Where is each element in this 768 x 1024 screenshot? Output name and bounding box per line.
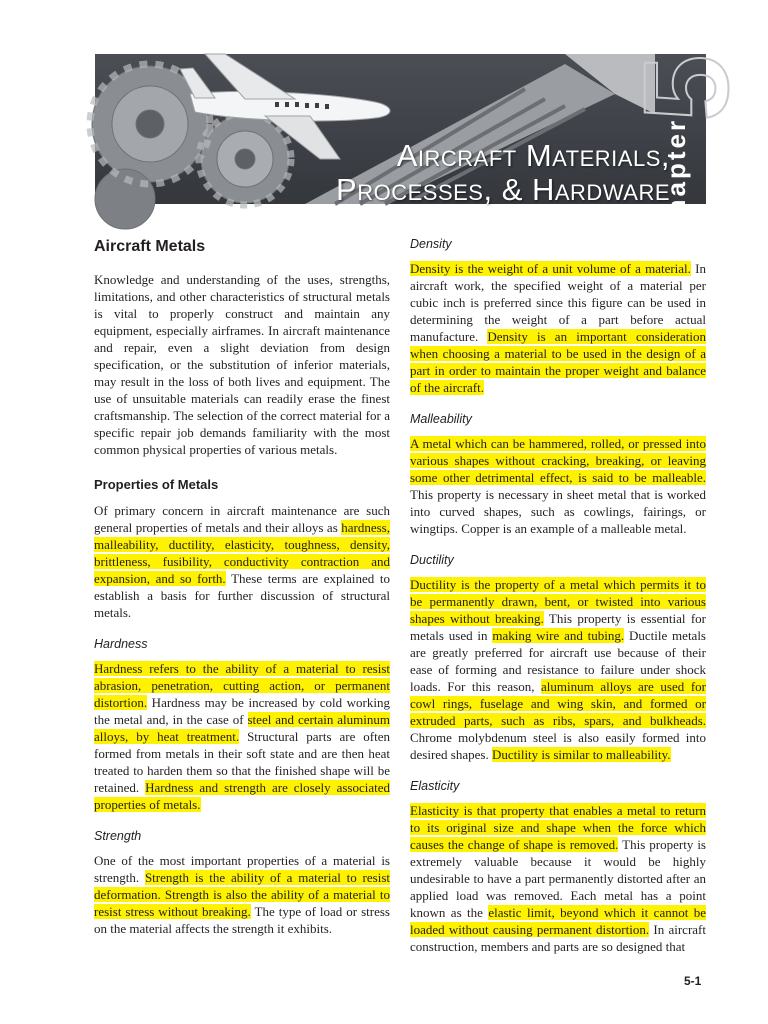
- text-run: This property is extremely valuable because it would be highly undesirable to have a part permanently distorted after an applied load was removed. Each metal has a point known as the: [410, 837, 706, 920]
- strength-heading: Strength: [94, 829, 142, 843]
- text-run: These terms are explained to establish a basis for further discussion of structural metals.: [94, 571, 391, 620]
- density-paragraph: [410, 260, 706, 396]
- text-run: Of primary concern in aircraft maintenance are such general properties of metals and their alloys as: [94, 503, 390, 535]
- highlight: aluminum alloys are used for cowl rings, fuselage and wing skin, and formed or extruded parts, such as ribs, spars, and bulkheads.: [410, 679, 706, 728]
- highlight: Ductility is similar to malleability.: [491, 747, 671, 762]
- highlight: A metal which can be hammered, rolled, or pressed into various shapes without cracking, breaking, or leaving some other detrimental effect, is said to be malleable.: [410, 436, 706, 485]
- properties-heading: Properties of Metals: [94, 477, 219, 492]
- highlight: steel and certain aluminum alloys, by heat treatment.: [94, 712, 390, 744]
- density-heading: Density: [410, 237, 452, 251]
- highlight: Density is an important consideration when choosing a material to be used in the design of a part in order to maintain the proper weight and balance of the aircraft.: [410, 329, 706, 395]
- highlight: Strength is the ability of a material to resist deformation. Strength is also the ability of a material to resist stress without breaking.: [94, 870, 391, 919]
- properties-paragraph: [94, 502, 390, 621]
- chapter-title-line1: Aircraft Materials,: [396, 138, 670, 173]
- highlight: elastic limit, beyond which it cannot be loaded without causing permanent distortion.: [410, 905, 707, 937]
- highlight: Elasticity is that property that enables a metal to return to its original size and shape when the force which causes the change of shape is removed.: [410, 803, 706, 852]
- chapter-banner: [95, 54, 754, 238]
- hardness-paragraph: [94, 660, 390, 813]
- text-run: Chrome molybdenum steel is also easily formed into desired shapes.: [410, 730, 706, 762]
- malleability-paragraph: [410, 435, 706, 537]
- ductility-paragraph: [410, 576, 706, 763]
- text-run: This property is necessary in sheet metal that is worked into curved shapes, such as cowlings, fairings, or wingtips. Copper is an example of a malleable metal.: [410, 487, 706, 536]
- highlight: making wire and tubing.: [492, 628, 625, 643]
- right-column: [410, 236, 706, 955]
- highlight: Ductility is the property of a metal which permits it to be permanently drawn, bent, or twisted into various shapes without breaking.: [410, 577, 706, 626]
- text-run: Ductile metals are greatly preferred for aircraft use because of their ease of forming and resistance to failure under shock loads. For this reason,: [410, 628, 706, 694]
- intro-paragraph: Knowledge and understanding of the uses, strengths, limitations, and other characteristics of structural metals is vital to properly construct and maintain any equipment, especially airframes. In aircraft maintenance and repair, even a slight deviation from design specification, or the substitution of inferior materials, may result in the loss of both lives and equipment. The use of unsuitable materials can readily erase the finest craftsmanship. The selection of the correct material for a specific repair job demands familiarity with the most common physical properties of various metals.: [94, 272, 390, 457]
- text-run: Hardness may be increased by cold working the metal and, in the case of: [94, 695, 390, 727]
- chapter-label: Chapter: [660, 117, 691, 238]
- page-number: 5-1: [684, 974, 702, 988]
- section-heading: Aircraft Metals: [94, 238, 206, 255]
- text-run: One of the most important properties of a material is strength.: [94, 853, 390, 885]
- ductility-heading: Ductility: [410, 553, 454, 567]
- text-run: In aircraft work, the specified weight of a material per cubic inch is preferred since this figure can be used in determining the weight of a part before actual manufacture.: [410, 261, 706, 344]
- highlight: Hardness and strength are closely associated properties of metals.: [94, 780, 390, 812]
- chapter-title-line2: Processes, & Hardware: [336, 172, 670, 207]
- hardness-heading: Hardness: [94, 637, 148, 651]
- highlight: Density is the weight of a unit volume of a material.: [410, 261, 691, 276]
- highlight: hardness, malleability, ductility, elasticity, toughness, density, brittleness, fusibility, conductivity contraction and expansion, and so forth.: [94, 520, 390, 586]
- strength-paragraph: [94, 852, 390, 937]
- elasticity-paragraph: [410, 802, 706, 955]
- text-run: In aircraft construction, members and parts are so designed that: [410, 922, 706, 954]
- text-run: Structural parts are often formed from metals in their soft state and are then heat treated to harden them so that the finished shape will be retained.: [94, 729, 390, 795]
- left-column: [94, 236, 390, 937]
- text-run: This property is essential for metals used in: [410, 611, 706, 643]
- elasticity-heading: Elasticity: [410, 779, 460, 793]
- malleability-heading: Malleability: [410, 412, 472, 426]
- text-run: The type of load or stress on the material affects the strength it exhibits.: [94, 904, 390, 936]
- highlight: Hardness refers to the ability of a material to resist abrasion, penetration, cutting action, or permanent distortion.: [94, 661, 390, 710]
- chapter-number: 5: [619, 54, 754, 122]
